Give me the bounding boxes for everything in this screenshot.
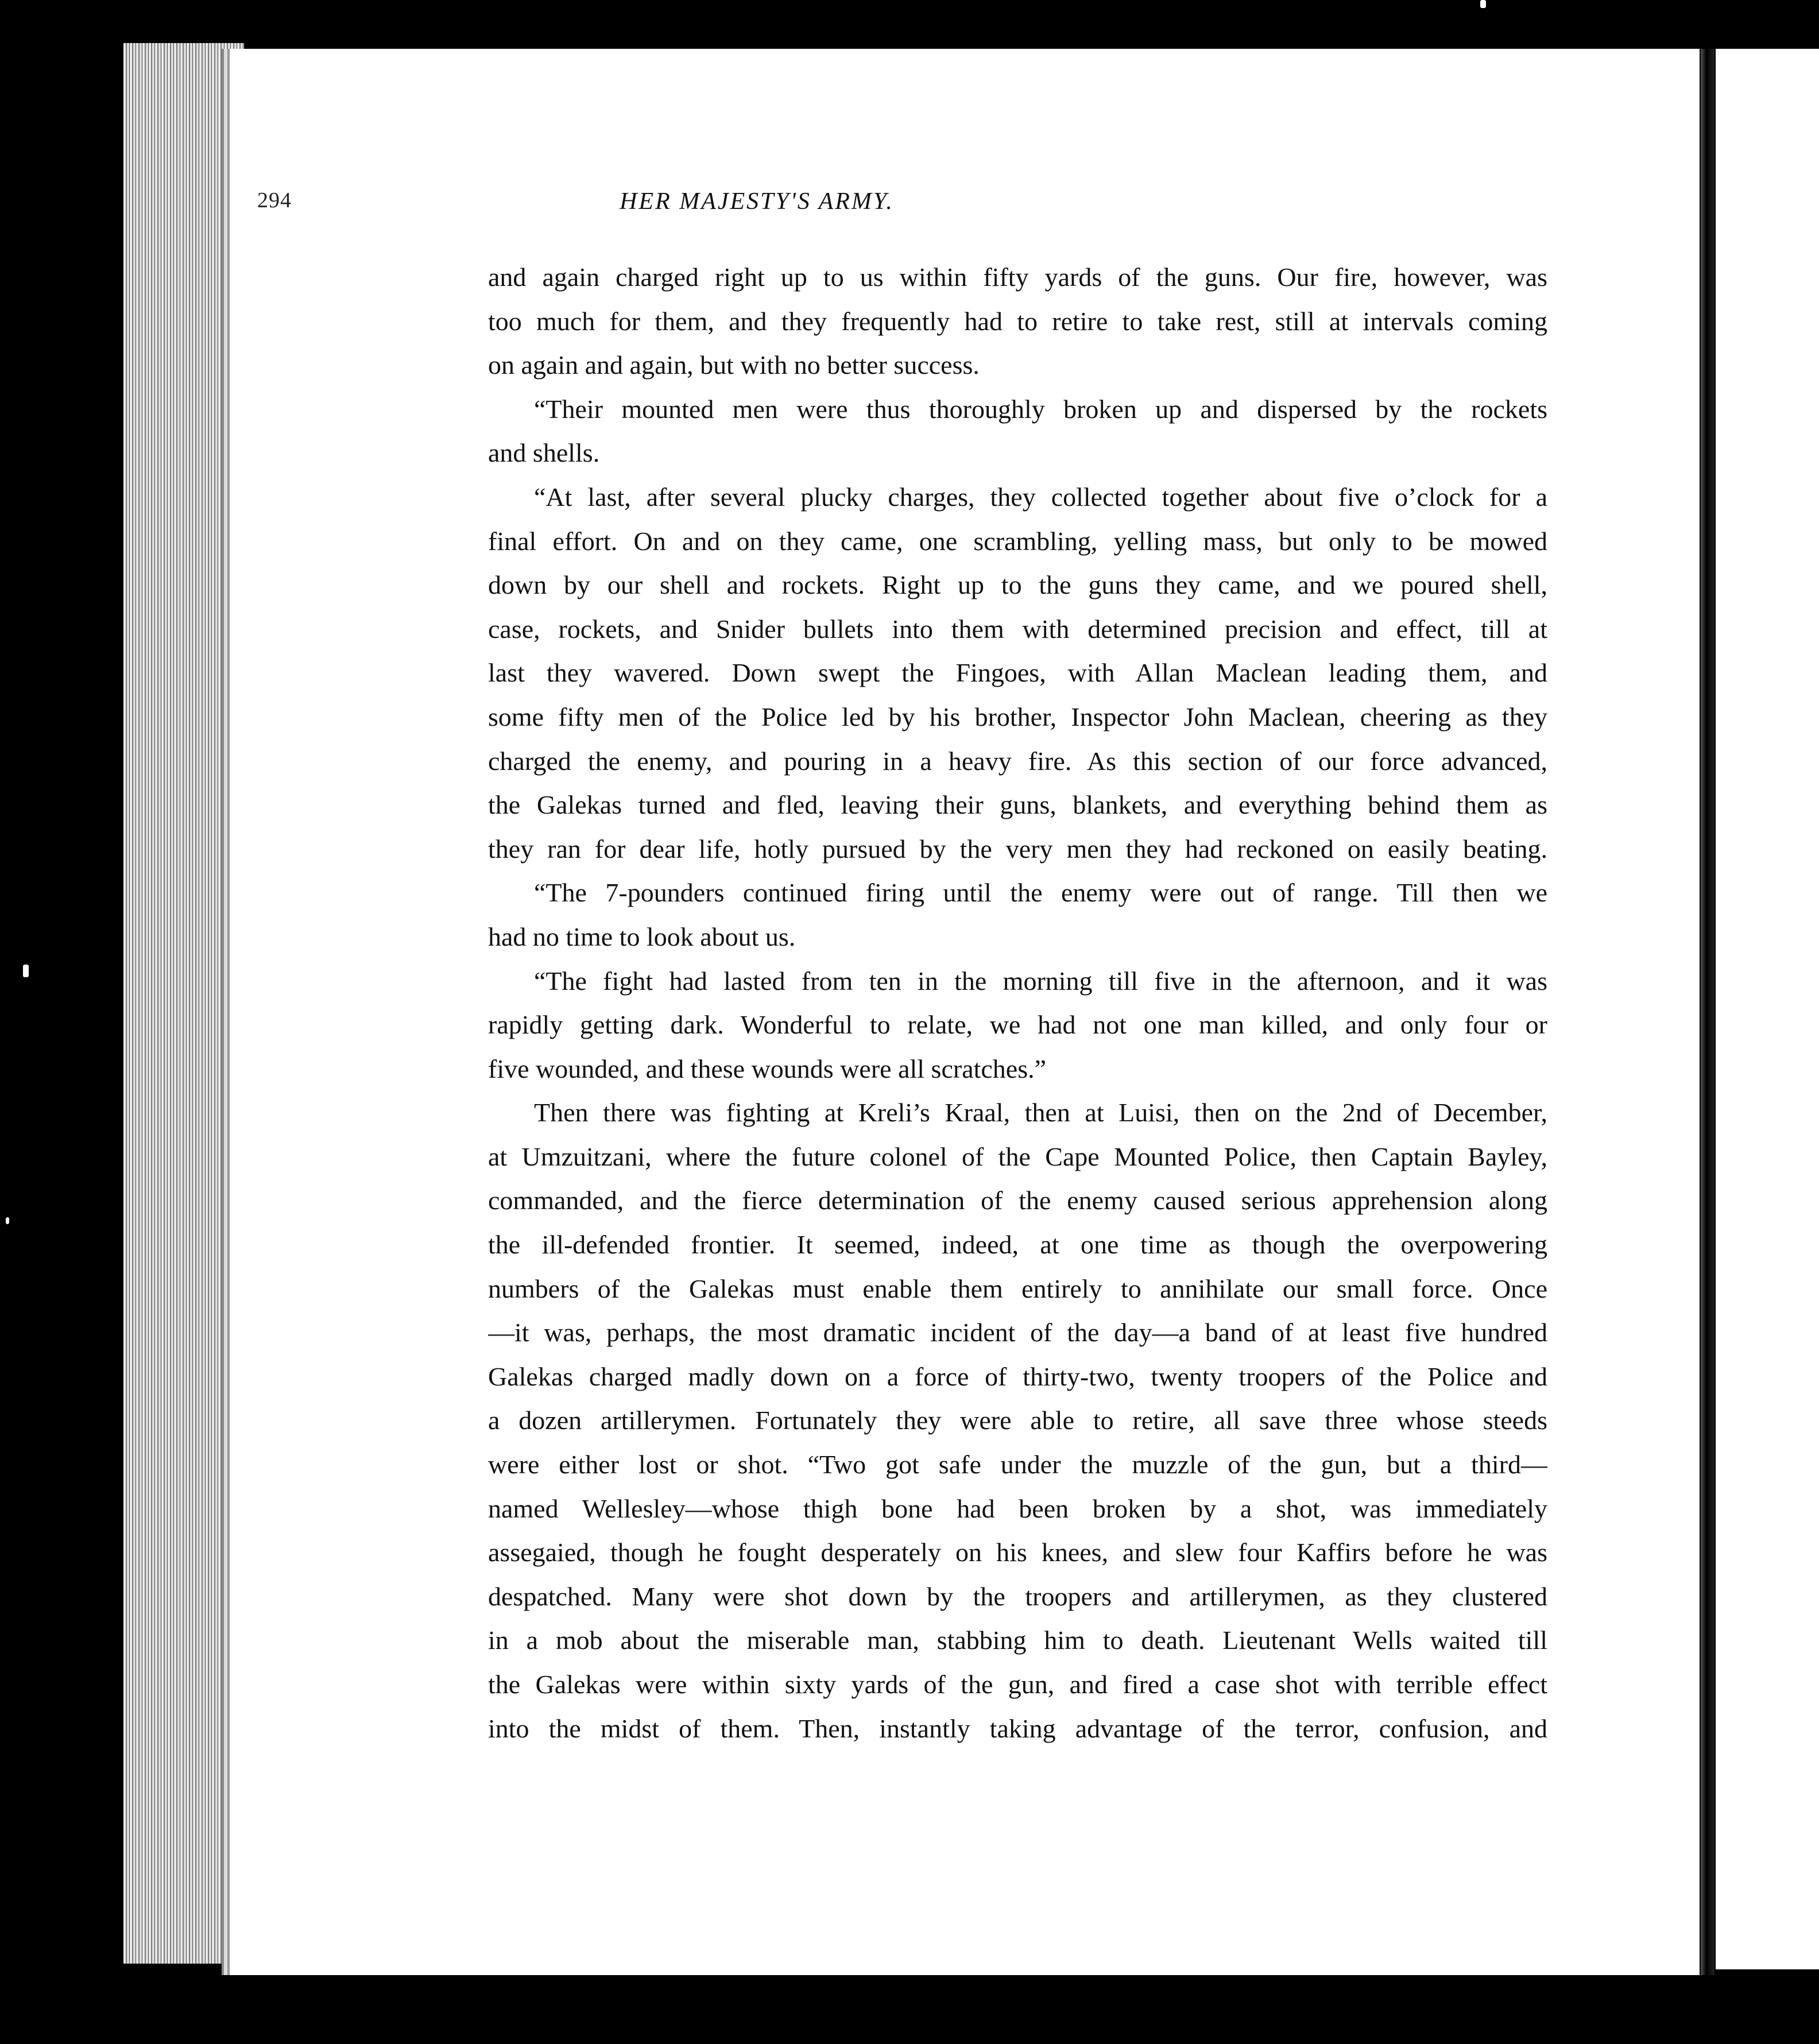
text-line: —it was, perhaps, the most dramatic incident of the day—a band of at least five hundred bbox=[488, 1318, 1547, 1348]
margin-speck bbox=[23, 965, 29, 977]
text-line: commanded, and the fierce determination of the enemy caused serious apprehension along bbox=[488, 1186, 1547, 1215]
text-line: and shells. bbox=[488, 438, 600, 468]
body-text bbox=[488, 256, 1547, 1751]
text-line: numbers of the Galekas must enable them entirely to annihilate our small force. Once bbox=[488, 1273, 1547, 1303]
text-line: too much for them, and they frequently had to retire to take rest, still at intervals coming bbox=[488, 306, 1547, 336]
text-line: were either lost or shot. “Two got safe under the muzzle of the gun, but a third— bbox=[488, 1450, 1547, 1480]
text-line: case, rockets, and Snider bullets into them with determined precision and effect, till at bbox=[488, 614, 1547, 644]
text-line: they ran for dear life, hotly pursued by the very men they had reckoned on easily beating. bbox=[488, 834, 1547, 864]
text-line: “Their mounted men were thus thoroughly broken up and dispersed by the rockets bbox=[534, 394, 1547, 424]
text-line: last they wavered. Down swept the Fingoes, with Allan Maclean leading them, and bbox=[488, 658, 1547, 688]
text-line: five wounded, and these wounds were all scratches.” bbox=[488, 1054, 1047, 1083]
text-line: “The fight had lasted from ten in the morning till five in the afternoon, and it was bbox=[534, 966, 1547, 996]
facing-page-edge bbox=[1716, 49, 1819, 1969]
text-line: on again and again, but with no better success. bbox=[488, 350, 980, 380]
text-line: at Umzuitzani, where the future colonel of the Cape Mounted Police, then Captain Bayley, bbox=[488, 1141, 1547, 1171]
text-line: and again charged right up to us within fifty yards of the guns. Our fire, however, was bbox=[488, 262, 1547, 292]
text-line: despatched. Many were shot down by the troopers and artillerymen, as they clustered bbox=[488, 1581, 1547, 1611]
text-line: Then there was fighting at Kreli’s Kraal, then at Luisi, then on the 2nd of December, bbox=[534, 1098, 1547, 1128]
running-head: HER MAJESTY'S ARMY. bbox=[620, 188, 894, 215]
text-line: a dozen artillerymen. Fortunately they were able to retire, all save three whose steeds bbox=[488, 1406, 1547, 1435]
book-page-edges bbox=[123, 43, 244, 1964]
text-line: final effort. On and on they came, one scrambling, yelling mass, but only to be mowed bbox=[488, 526, 1547, 556]
text-line: into the midst of them. Then, instantly taking advantage of the terror, confusion, and bbox=[488, 1713, 1547, 1743]
text-line: charged the enemy, and pouring in a heavy fire. As this section of our force advanced, bbox=[488, 746, 1547, 776]
text-line: “At last, after several plucky charges, they collected together about five o’clock for a bbox=[534, 482, 1547, 512]
text-line: Galekas charged madly down on a force of thirty-two, twenty troopers of the Police and bbox=[488, 1361, 1547, 1391]
margin-speck bbox=[1480, 0, 1486, 8]
text-line: had no time to look about us. bbox=[488, 922, 796, 951]
text-line: in a mob about the miserable man, stabbing him to death. Lieutenant Wells waited till bbox=[488, 1625, 1547, 1655]
text-line: the Galekas turned and fled, leaving their guns, blankets, and everything behind them as bbox=[488, 790, 1547, 820]
page-gutter bbox=[1701, 49, 1714, 1975]
text-line: the ill-defended frontier. It seemed, indeed, at one time as though the overpowering bbox=[488, 1230, 1547, 1260]
page-header bbox=[257, 188, 1256, 222]
text-line: assegaied, though he fought desperately on his knees, and slew four Kaffirs before he was bbox=[488, 1538, 1547, 1567]
text-line: “The 7-pounders continued firing until the enemy were out of range. Till then we bbox=[534, 878, 1547, 908]
text-line: the Galekas were within sixty yards of the gun, and fired a case shot with terrible effect bbox=[488, 1670, 1547, 1699]
text-line: down by our shell and rockets. Right up to the guns they came, and we poured shell, bbox=[488, 570, 1547, 600]
text-line: named Wellesley—whose thigh bone had been broken by a shot, was immediately bbox=[488, 1493, 1547, 1523]
text-line: rapidly getting dark. Wonderful to relate, we had not one man killed, and only four or bbox=[488, 1010, 1547, 1040]
margin-speck bbox=[6, 1217, 9, 1224]
text-line: some fifty men of the Police led by his brother, Inspector John Maclean, cheering as they bbox=[488, 702, 1547, 731]
page-number: 294 bbox=[257, 188, 292, 212]
